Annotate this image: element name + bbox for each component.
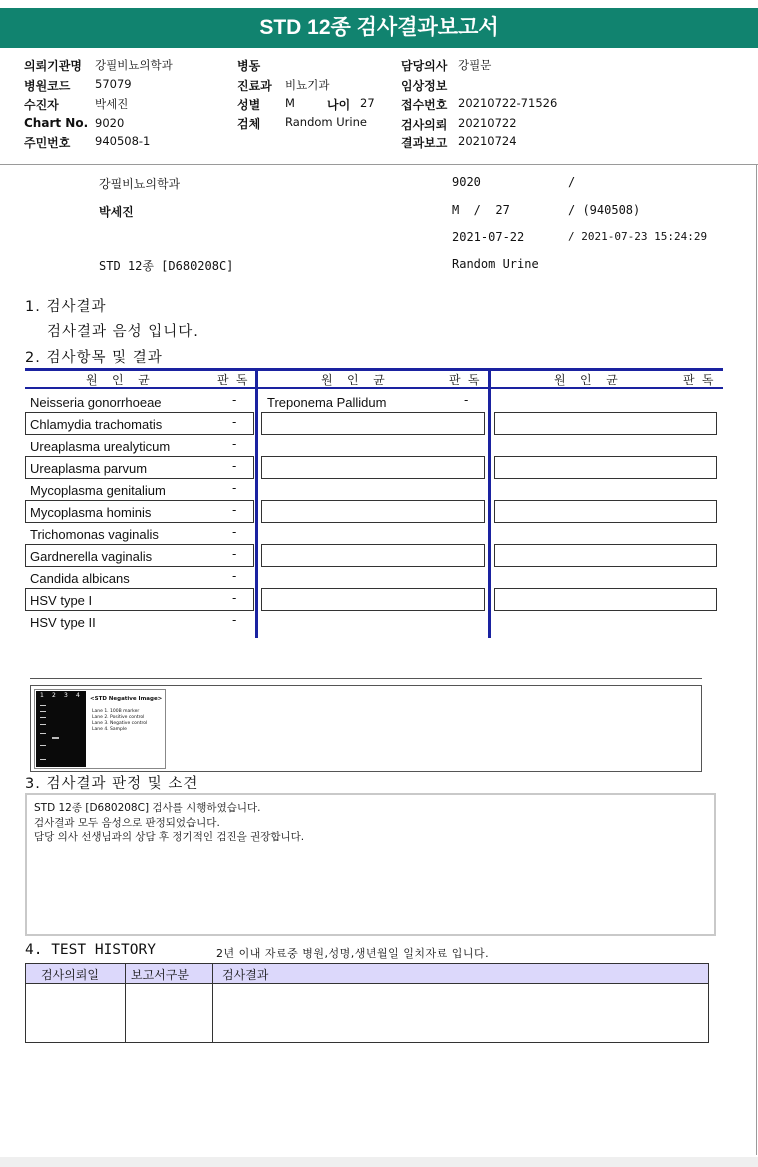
- table-divider-1: [255, 368, 258, 638]
- summary-report-datetime: / 2021-07-23 15:24:29: [568, 230, 708, 243]
- value-receipt-no: 20210722-71526: [458, 96, 558, 110]
- table-row: [494, 500, 717, 523]
- label-hospital-code: 병원코드: [24, 79, 71, 93]
- section2-title: 2. 검사항목 및 결과: [25, 350, 163, 366]
- section1-text: 검사결과 음성 입니다.: [47, 324, 199, 340]
- pathogen-name: Neisseria gonorrhoeae: [30, 395, 162, 410]
- pathogen-name: HSV type II: [30, 615, 96, 630]
- section4-title: 4. TEST HISTORY: [25, 942, 156, 958]
- pathogen-name: Treponema Pallidum: [267, 395, 387, 410]
- col3-result-header: 판 독: [683, 373, 714, 387]
- pathogen-result: -: [232, 613, 237, 627]
- value-department: 비뇨기과: [285, 78, 330, 92]
- summary-slash: /: [568, 175, 576, 189]
- finding-line: 검사결과 모두 음성으로 판정되었습니다.: [34, 817, 220, 829]
- summary-request-date: 2021-07-22: [452, 230, 525, 244]
- summary-test-name: STD 12종 [D680208C]: [99, 259, 234, 273]
- value-resident-no: 940508-1: [95, 134, 151, 148]
- gel-title: <STD Negative Image>: [90, 696, 163, 702]
- gel-band: [40, 745, 46, 746]
- col1-pathogen-header: 원 인 균: [86, 373, 150, 387]
- col1-result-header: 판 독: [217, 373, 248, 387]
- col2-pathogen-header: 원 인 균: [321, 373, 385, 387]
- value-clinic: 강필비뇨의학과: [95, 58, 173, 72]
- pathogen-name: Candida albicans: [30, 571, 130, 586]
- col3-pathogen-header: 원 인 균: [554, 373, 618, 387]
- table-row: [261, 500, 485, 523]
- header-divider: [0, 164, 758, 165]
- label-ward: 병동: [237, 59, 261, 73]
- summary-sex-age: M / 27: [452, 203, 510, 217]
- gel-legend: Lane 3. Negative control: [92, 721, 148, 726]
- value-age: 27: [360, 96, 375, 110]
- history-col-divider: [212, 963, 213, 1043]
- pathogen-name: Gardnerella vaginalis: [30, 549, 153, 564]
- history-col-request-date: 검사의뢰일: [41, 968, 99, 982]
- gel-band: [40, 759, 46, 760]
- gel-band: [40, 733, 46, 734]
- col2-result-header: 판 독: [449, 373, 480, 387]
- pathogen-result: -: [232, 415, 237, 429]
- value-sex: M: [285, 96, 295, 110]
- label-specimen: 검체: [237, 117, 261, 131]
- summary-birth: / (940508): [568, 203, 641, 217]
- pathogen-name: Trichomonas vaginalis: [30, 527, 159, 542]
- pathogen-name: Ureaplasma urealyticum: [30, 439, 171, 454]
- pathogen-name: Ureaplasma parvum: [30, 461, 148, 476]
- section3-title: 3. 검사결과 판정 및 소견: [25, 776, 199, 792]
- history-header-row: [25, 963, 709, 984]
- pathogen-name: Mycoplasma hominis: [30, 505, 152, 520]
- gel-lane-label: 2: [52, 692, 56, 699]
- label-clinical-info: 임상정보: [401, 79, 448, 93]
- label-department: 진료과: [237, 79, 272, 93]
- gel-legend: Lane 4. Sample: [92, 727, 127, 732]
- footer-band: [0, 1157, 758, 1167]
- label-sex: 성별: [237, 98, 261, 112]
- summary-specimen: Random Urine: [452, 257, 539, 271]
- pathogen-name: Mycoplasma genitalium: [30, 483, 166, 498]
- table-row: [494, 544, 717, 567]
- pathogen-result: -: [232, 591, 237, 605]
- pathogen-result: -: [232, 459, 237, 473]
- gel-photo: [36, 691, 86, 767]
- image-divider: [30, 678, 702, 679]
- value-patient: 박세진: [95, 97, 129, 111]
- value-hospital-code: 57079: [95, 77, 132, 91]
- label-receipt-no: 접수번호: [401, 98, 448, 112]
- gel-band: [40, 724, 46, 725]
- table-row: [494, 412, 717, 435]
- summary-clinic: 강필비뇨의학과: [99, 177, 181, 191]
- value-specimen: Random Urine: [285, 115, 367, 129]
- gel-legend: Lane 1. 100B marker: [92, 709, 140, 714]
- label-chart-no: Chart No.: [24, 116, 89, 130]
- pathogen-name: Chlamydia trachomatis: [30, 417, 163, 432]
- value-request-date: 20210722: [458, 116, 517, 130]
- history-col-divider: [125, 963, 126, 1043]
- value-chart-no: 9020: [95, 116, 125, 130]
- page-border: [756, 165, 757, 1155]
- pathogen-result: -: [232, 393, 237, 407]
- table-row: [494, 588, 717, 611]
- pathogen-result: -: [232, 525, 237, 539]
- label-doctor: 담당의사: [401, 59, 448, 73]
- gel-band: [40, 717, 46, 718]
- label-report-date: 결과보고: [401, 136, 448, 150]
- label-age: 나이: [327, 98, 351, 112]
- gel-lane-label: 4: [76, 692, 80, 699]
- finding-line: STD 12종 [D680208C] 검사를 시행하였습니다.: [34, 802, 261, 814]
- report-title: STD 12종 검사결과보고서: [0, 8, 758, 48]
- value-report-date: 20210724: [458, 134, 517, 148]
- pathogen-result: -: [464, 393, 469, 407]
- pathogen-result: -: [232, 437, 237, 451]
- table-row: [261, 412, 485, 435]
- label-patient: 수진자: [24, 98, 59, 112]
- label-request-date: 검사의뢰: [401, 118, 448, 132]
- pathogen-name: HSV type I: [30, 593, 93, 608]
- value-doctor: 강필문: [458, 58, 492, 72]
- table-row: [494, 456, 717, 479]
- section1-title: 1. 검사결과: [25, 299, 107, 315]
- label-resident-no: 주민번호: [24, 136, 71, 150]
- table-row: [261, 456, 485, 479]
- table-row: [261, 588, 485, 611]
- pathogen-result: -: [232, 481, 237, 495]
- label-clinic: 의뢰기관명: [24, 59, 82, 73]
- table-divider-2: [488, 368, 491, 638]
- summary-patient: 박세진: [99, 205, 134, 219]
- gel-legend: Lane 2. Positive control: [92, 715, 145, 720]
- summary-chart-no: 9020: [452, 175, 481, 189]
- table-row: [261, 544, 485, 567]
- history-col-result: 검사결과: [222, 968, 269, 982]
- gel-lane-label: 3: [64, 692, 68, 699]
- gel-band: [52, 737, 59, 739]
- section4-note: 2년 이내 자료중 병원,성명,생년월일 일치자료 입니다.: [216, 947, 490, 960]
- gel-lane-label: 1: [40, 692, 44, 699]
- finding-line: 담당 의사 선생님과의 상담 후 정기적인 검진을 권장합니다.: [34, 831, 305, 843]
- gel-band: [40, 705, 46, 706]
- pathogen-result: -: [232, 569, 237, 583]
- gel-band: [40, 711, 46, 712]
- history-col-report-type: 보고서구분: [131, 968, 189, 982]
- pathogen-result: -: [232, 503, 237, 517]
- pathogen-result: -: [232, 547, 237, 561]
